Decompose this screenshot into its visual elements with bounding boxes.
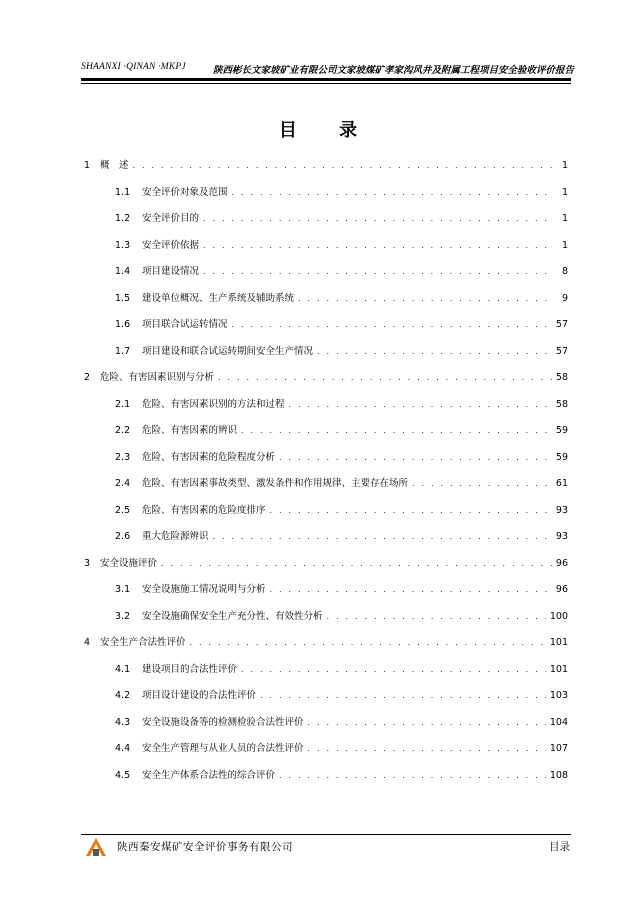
toc-entry[interactable] — [115, 345, 568, 359]
toc-entry-page: 103 — [549, 690, 568, 701]
toc-entry-number: 4.3 — [115, 716, 131, 728]
toc-entry-page: 57 — [555, 319, 568, 330]
toc-entry[interactable] — [115, 186, 568, 200]
page-header-left: SHAANXI ·QINAN ·MKPJ — [81, 62, 186, 72]
toc-entry-page: 1 — [561, 186, 568, 198]
toc-entry-title: 安全生产管理与从业人员的合法性评价 — [142, 743, 304, 754]
toc-entry-title: 项目建设情况 — [142, 266, 200, 277]
page-title: 目 录 — [278, 120, 376, 141]
toc-entry-title: 危险、有害因素的危险度排序 — [142, 504, 266, 516]
toc-dot-leader — [232, 318, 552, 332]
page-header-right: 陕西彬长文家坡矿业有限公司文家坡煤矿孝家沟风井及附属工程项目安全验收评价报告 — [212, 65, 574, 76]
toc-entry-number: 3.2 — [115, 610, 131, 622]
toc-entry-number: 2.6 — [115, 531, 131, 542]
toc-entry-number: 2.2 — [115, 425, 131, 436]
toc-entry-title: 项目联合试运转情况 — [142, 319, 228, 330]
toc-dot-leader — [317, 345, 552, 359]
toc-dot-leader — [203, 239, 552, 253]
toc-entry-page: 61 — [555, 478, 568, 489]
toc-entry-page: 9 — [561, 292, 568, 304]
toc-entry[interactable] — [115, 504, 568, 518]
toc-entry-number: 1.2 — [115, 213, 131, 224]
toc-entry-page: 104 — [549, 716, 568, 728]
toc-entry[interactable] — [115, 239, 568, 253]
toc-entry-number: 1.6 — [115, 319, 131, 330]
toc-entry-page: 1 — [561, 213, 568, 224]
toc-entry-page: 57 — [555, 345, 568, 357]
toc-entry[interactable] — [115, 610, 568, 624]
toc-entry[interactable] — [115, 769, 568, 783]
toc-entry-number: 4.2 — [115, 690, 131, 701]
toc-entry-page: 58 — [555, 398, 568, 410]
toc-entry[interactable] — [115, 663, 568, 677]
toc-entry[interactable] — [115, 583, 568, 597]
toc-entry[interactable] — [84, 557, 568, 571]
toc-entry[interactable] — [115, 451, 568, 465]
toc-entry-number: 1.7 — [115, 345, 131, 357]
toc-entry-title: 安全生产合法性评价 — [100, 637, 186, 648]
header-rule-thick — [81, 78, 571, 81]
toc-entry-number: 4.5 — [115, 769, 131, 781]
toc-entry-page: 101 — [549, 637, 568, 648]
toc-entry-title: 危险、有害因素识别的方法和过程 — [142, 398, 285, 410]
toc-entry-title: 建设单位概况、生产系统及辅助系统 — [142, 292, 295, 304]
toc-entry-number: 1.5 — [115, 292, 131, 304]
toc-entry-title: 危险、有害因素的辨识 — [142, 425, 238, 436]
toc-entry-number: 4 — [84, 637, 91, 648]
company-logo-icon — [86, 838, 106, 856]
toc-entry[interactable] — [115, 424, 568, 438]
toc-entry-title: 安全生产体系合法性的综合评价 — [142, 769, 276, 781]
toc-dot-leader — [289, 398, 552, 412]
toc-entry-number: 3 — [84, 557, 91, 569]
toc-dot-leader — [232, 186, 552, 200]
toc-entry-title: 安全设施施工情况说明与分析 — [142, 584, 266, 595]
toc-dot-leader — [298, 292, 552, 306]
toc-entry-title: 安全评价目的 — [142, 213, 200, 224]
toc-entry-title: 危险、有害因素的危险程度分析 — [142, 451, 276, 463]
toc-entry[interactable] — [115, 212, 568, 226]
toc-dot-leader — [241, 424, 552, 438]
toc-entry-page: 101 — [549, 663, 568, 675]
toc-entry-title: 项目设计建设的合法性评价 — [142, 690, 257, 701]
toc-entry[interactable] — [84, 159, 568, 173]
toc-dot-leader — [203, 265, 552, 279]
toc-entry[interactable] — [84, 636, 568, 650]
toc-entry-number: 2.5 — [115, 504, 131, 516]
toc-entry-number: 4.4 — [115, 743, 131, 754]
toc-entry-title: 危险、有害因素识别与分析 — [100, 372, 215, 383]
toc-entry-page: 108 — [549, 769, 568, 781]
toc-entry-number: 2.3 — [115, 451, 131, 463]
toc-dot-leader — [327, 610, 546, 624]
toc-entry-page: 1 — [561, 239, 568, 251]
toc-entry-page: 8 — [561, 266, 568, 277]
toc-entry-title: 概 述 — [100, 160, 129, 171]
toc-entry[interactable] — [115, 530, 568, 544]
toc-entry[interactable] — [115, 742, 568, 756]
toc-entry-title: 重大危险源辨识 — [142, 531, 209, 542]
toc-dot-leader — [270, 583, 552, 597]
toc-dot-leader — [308, 716, 546, 730]
toc-entry-number: 2 — [84, 372, 91, 383]
toc-entry-number: 1.1 — [115, 186, 131, 198]
toc-entry-number: 1 — [84, 160, 91, 171]
toc-entry-title: 安全设施设备等的检测检验合法性评价 — [142, 716, 304, 728]
footer-company-name: 陕西秦安煤矿安全评价事务有限公司 — [117, 841, 293, 853]
toc-entry-number: 2.1 — [115, 398, 131, 410]
toc-entry-page: 59 — [555, 451, 568, 463]
toc-entry[interactable] — [115, 689, 568, 703]
footer-rule — [81, 834, 571, 835]
toc-dot-leader — [412, 477, 552, 491]
toc-entry-title: 危险、有害因素事故类型、激发条件和作用规律、主要存在场所 — [142, 478, 409, 489]
toc-entry-number: 2.4 — [115, 478, 131, 489]
toc-entry-page: 96 — [555, 557, 568, 569]
toc-entry-title: 项目建设和联合试运转期间安全生产情况 — [142, 345, 314, 357]
toc-entry-title: 安全评价对象及范围 — [142, 186, 228, 198]
toc-entry-page: 96 — [555, 584, 568, 595]
toc-entry-page: 93 — [555, 531, 568, 542]
toc-entry[interactable] — [84, 371, 568, 385]
footer-section-label: 目录 — [549, 841, 570, 853]
toc-dot-leader — [161, 557, 552, 571]
toc-entry[interactable] — [115, 265, 568, 279]
toc-dot-leader — [190, 636, 546, 650]
toc-entry-page: 1 — [561, 160, 568, 171]
toc-dot-leader — [241, 663, 546, 677]
toc-entry-number: 4.1 — [115, 663, 131, 675]
toc-entry[interactable] — [115, 398, 568, 412]
toc-entry-title: 安全评价依据 — [142, 239, 200, 251]
toc-dot-leader — [218, 371, 552, 385]
toc-entry-title: 安全设施评价 — [100, 557, 158, 569]
toc-entry-number: 1.4 — [115, 266, 131, 277]
toc-entry-page: 93 — [555, 504, 568, 516]
toc-entry-number: 1.3 — [115, 239, 131, 251]
toc-entry-page: 107 — [549, 743, 568, 754]
toc-dot-leader — [133, 159, 552, 173]
toc-dot-leader — [213, 530, 552, 544]
toc-entry-page: 58 — [555, 372, 568, 383]
toc-dot-leader — [279, 769, 546, 783]
toc-dot-leader — [270, 504, 552, 518]
toc-entry-title: 安全设施确保安全生产充分性、有效性分析 — [142, 610, 323, 622]
toc-entry-number: 3.1 — [115, 584, 131, 595]
toc-entry-page: 59 — [555, 425, 568, 436]
toc-entry[interactable] — [115, 292, 568, 306]
toc-dot-leader — [203, 212, 552, 226]
toc-entry-title: 建设项目的合法性评价 — [142, 663, 238, 675]
toc-dot-leader — [308, 742, 546, 756]
toc-dot-leader — [260, 689, 546, 703]
toc-dot-leader — [279, 451, 552, 465]
toc-entry[interactable] — [115, 716, 568, 730]
header-rule-thin — [81, 83, 571, 84]
toc-entry-page: 100 — [549, 610, 568, 622]
toc-entry[interactable] — [115, 318, 568, 332]
toc-entry[interactable] — [115, 477, 568, 491]
